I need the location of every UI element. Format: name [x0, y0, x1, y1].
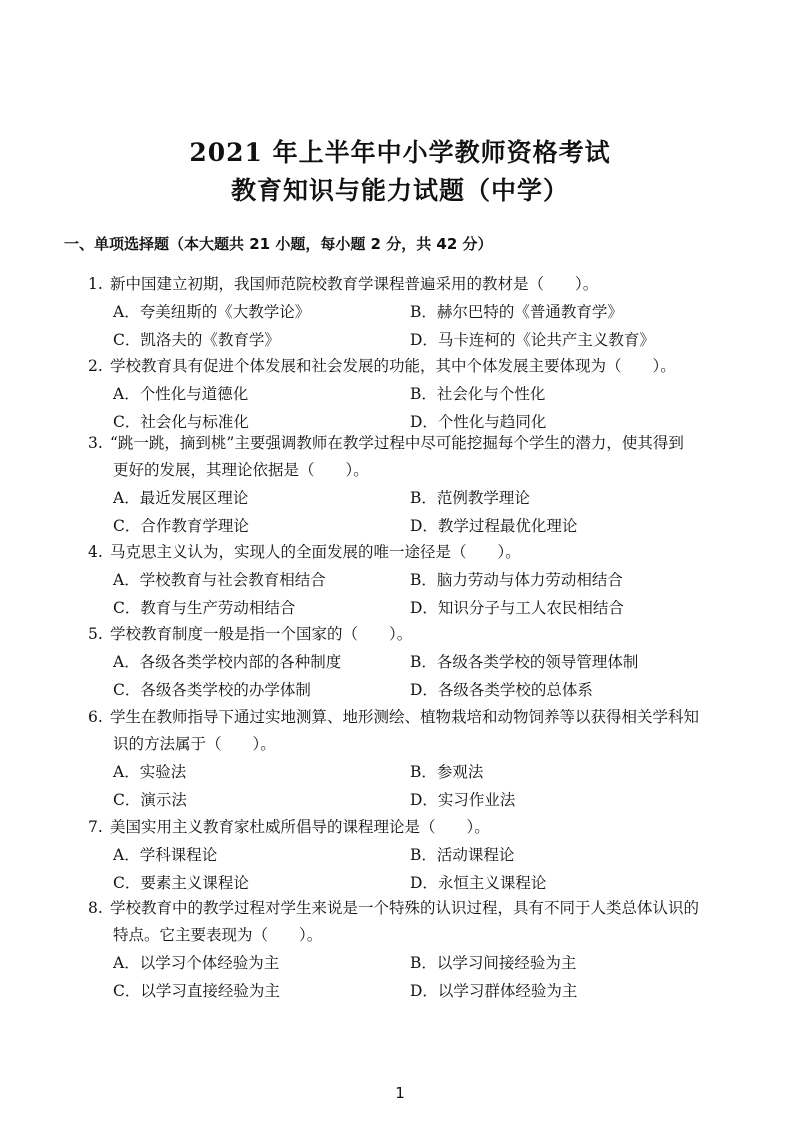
question-stem: 学校教育制度一般是指一个国家的（ ）。 — [110, 625, 413, 643]
question-number: 2. — [88, 357, 103, 375]
option-a: A．个性化与道德化 — [113, 385, 249, 403]
question-number: 4. — [88, 543, 103, 561]
option-c: C．社会化与标准化 — [113, 413, 249, 431]
option-c: C．各级各类学校的办学体制 — [113, 681, 311, 699]
question — [0, 895, 800, 1005]
section-heading: 一、单项选择题（本大题共 21 小题，每小题 2 分，共 42 分） — [64, 235, 493, 253]
question-number: 5. — [88, 625, 103, 643]
question-stem-continued: 识的方法属于（ ）。 — [113, 735, 276, 753]
option-b: B．社会化与个性化 — [410, 385, 546, 403]
question-stem: 学校教育中的教学过程对学生来说是一个特殊的认识过程，具有不同于人类总体认识的 — [110, 899, 700, 917]
question-stem: 新中国建立初期，我国师范院校教育学课程普遍采用的教材是（ ）。 — [110, 275, 599, 293]
option-d: D．教学过程最优化理论 — [410, 517, 578, 535]
exam-title-line1: 2021 年上半年中小学教师资格考试 — [189, 138, 611, 167]
option-b: B．各级各类学校的领导管理体制 — [410, 653, 639, 671]
option-d: D．知识分子与工人农民相结合 — [410, 599, 624, 617]
question — [0, 539, 800, 622]
option-a: A．实验法 — [113, 763, 187, 781]
option-b: B．范例教学理论 — [410, 489, 530, 507]
question — [0, 704, 800, 814]
option-b: B．以学习间接经验为主 — [410, 954, 577, 972]
option-a: A．各级各类学校内部的各种制度 — [113, 653, 342, 671]
question-stem: 美国实用主义教育家杜威所倡导的课程理论是（ ）。 — [110, 818, 490, 836]
option-d: D．永恒主义课程论 — [410, 874, 547, 892]
question-stem: 学校教育具有促进个体发展和社会发展的功能，其中个体发展主要体现为（ ）。 — [110, 357, 676, 375]
question — [0, 814, 800, 897]
option-b: B．赫尔巴特的《普通教育学》 — [410, 303, 623, 321]
question — [0, 271, 800, 354]
option-c: C．教育与生产劳动相结合 — [113, 599, 296, 617]
option-c: C．要素主义课程论 — [113, 874, 249, 892]
option-d: D．以学习群体经验为主 — [410, 982, 578, 1000]
question-number: 6. — [88, 708, 103, 726]
option-c: C．合作教育学理论 — [113, 517, 249, 535]
question-number: 7. — [88, 818, 103, 836]
option-a: A．最近发展区理论 — [113, 489, 249, 507]
option-a: A．夸美纽斯的《大教学论》 — [113, 303, 311, 321]
option-c: C．以学习直接经验为主 — [113, 982, 280, 1000]
option-a: A．学科课程论 — [113, 846, 218, 864]
question-stem-continued: 更好的发展，其理论依据是（ ）。 — [113, 461, 369, 479]
option-b: B．参观法 — [410, 763, 484, 781]
option-d: D．实习作业法 — [410, 791, 516, 809]
option-a: A．以学习个体经验为主 — [113, 954, 280, 972]
option-d: D．各级各类学校的总体系 — [410, 681, 593, 699]
option-d: D．个性化与趋同化 — [410, 413, 547, 431]
question-number: 1. — [88, 275, 103, 293]
question-number: 8. — [88, 899, 103, 917]
option-a: A．学校教育与社会教育相结合 — [113, 571, 326, 589]
option-c: C．凯洛夫的《教育学》 — [113, 331, 280, 349]
question-number: 3. — [88, 434, 103, 452]
question-stem-continued: 特点。它主要表现为（ ）。 — [113, 926, 323, 944]
option-b: B．脑力劳动与体力劳动相结合 — [410, 571, 623, 589]
question — [0, 430, 800, 540]
question-stem: “跳一跳，摘到桃”主要强调教师在教学过程中尽可能挖掘每个学生的潜力，使其得到 — [110, 434, 684, 452]
page-number: 1 — [395, 1084, 405, 1102]
option-c: C．演示法 — [113, 791, 187, 809]
exam-title-line2: 教育知识与能力试题（中学） — [230, 176, 569, 205]
question — [0, 621, 800, 704]
question — [0, 353, 800, 436]
option-d: D．马卡连柯的《论共产主义教育》 — [410, 331, 655, 349]
question-stem: 马克思主义认为，实现人的全面发展的唯一途径是（ ）。 — [110, 543, 521, 561]
option-b: B．活动课程论 — [410, 846, 515, 864]
question-stem: 学生在教师指导下通过实地测算、地形测绘、植物栽培和动物饲养等以获得相关学科知 — [110, 708, 700, 726]
